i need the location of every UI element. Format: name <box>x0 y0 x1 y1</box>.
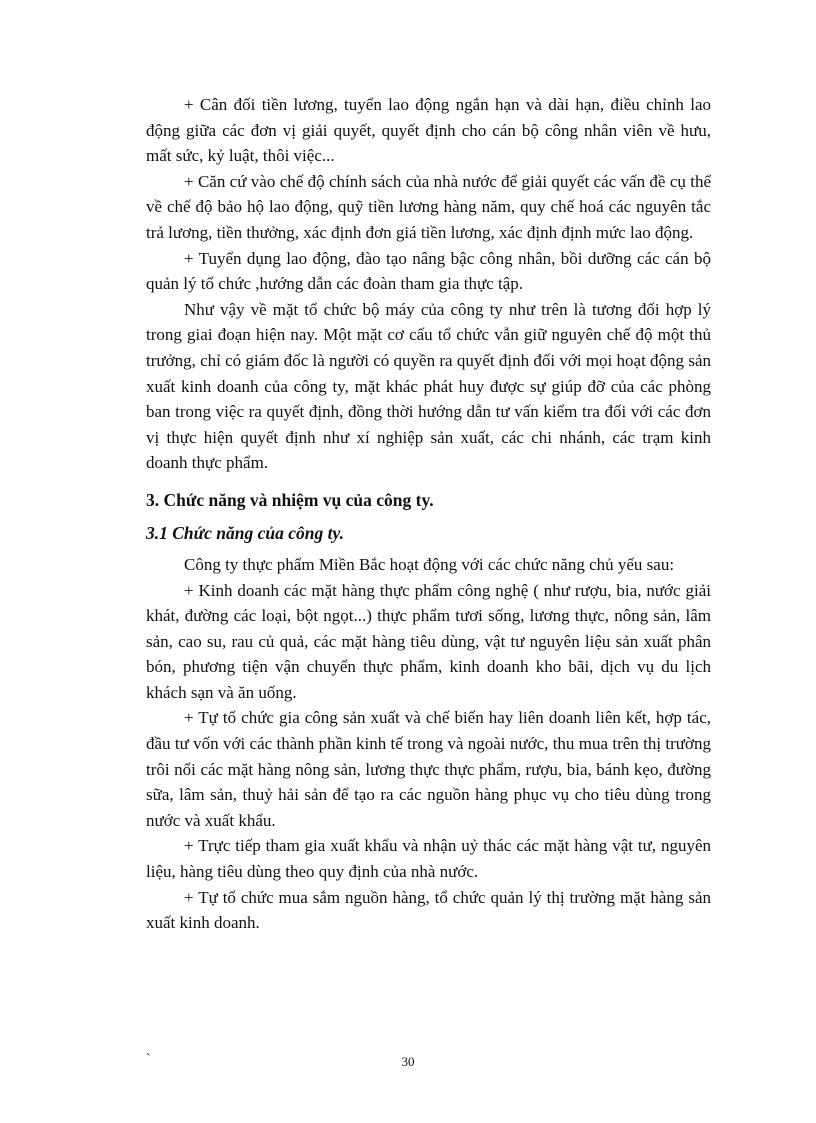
paragraph-recruitment: + Tuyển dụng lao động, đào tạo nâng bậc công nhân, bồi dưỡng các cán bộ quản lý tổ chức ,hướng dẫn các đoàn tham gia thực tập. <box>146 248 711 294</box>
paragraph-policy-basis: + Căn cứ vào chế độ chính sách của nhà nước để giải quyết các vấn đề cụ thể về chế độ bảo hộ lao động, quỹ tiền lương hàng năm, quy chế hoá các nguyên tắc trả lương, tiền thưởng, xác định đơn giá tiền lương, xác định định mức lao động. <box>146 171 711 242</box>
paragraph-organization-summary: Như vậy về mặt tổ chức bộ máy của công ty như trên là tương đối hợp lý trong giai đoạn hiện nay. Một mặt cơ cấu tổ chức vẫn giữ nguyên chế độ một thủ trưởng, chỉ có giám đốc là người có quyền ra quyết định đối với mọi hoạt động sản xuất kinh doanh của công ty, mặt khác phát huy được sự giúp đỡ của các phòng ban trong việc ra quyết định, đồng thời hướng dẫn tư vấn kiểm tra đối với các đơn vị thực hiện quyết định như xí nghiệp sản xuất, các chi nhánh, các trạm kinh doanh thực phẩm. <box>146 299 711 473</box>
paragraph-function-trading: + Kinh doanh các mặt hàng thực phẩm công nghệ ( như rượu, bia, nước giải khát, đường các loại, bột ngọt...) thực phẩm tươi sống, lương thực, nông sản, lâm sản, cao su, rau củ quả, các mặt hàng tiêu dùng, vật tư nguyên liệu sản xuất phân bón, phương tiện vận chuyển thực phẩm, kinh doanh kho bãi, dịch vụ du lịch khách sạn và ăn uống. <box>146 580 711 702</box>
paragraph-functions-intro: Công ty thực phẩm Miền Bắc hoạt động với các chức năng chủ yếu sau: <box>184 554 675 574</box>
footer-mark: ` <box>146 1052 151 1067</box>
page-body <box>146 92 711 936</box>
section-heading: 3. Chức năng và nhiệm vụ của công ty. <box>146 489 434 510</box>
paragraph-function-sourcing: + Tự tổ chức mua sắm nguồn hàng, tổ chức quản lý thị trường mặt hàng sản xuất kinh doanh. <box>146 887 711 933</box>
subsection-heading: 3.1 Chức năng của công ty. <box>146 522 344 543</box>
paragraph-function-processing: + Tự tổ chức gia công sản xuất và chế biến hay liên doanh liên kết, hợp tác, đầu tư vốn với các thành phần kinh tế trong và ngoài nước, thu mua trên thị trường trôi nổi các mặt hàng nông sản, lương thực thực phẩm, rượu, bia, bánh kẹo, đường sữa, lâm sản, thuỷ hải sản để tạo ra các nguồn hàng phục vụ cho tiêu dùng trong nước và xuất khẩu. <box>146 708 711 830</box>
page-number: 30 <box>401 1054 415 1069</box>
paragraph-function-export: + Trực tiếp tham gia xuất khẩu và nhận uỷ thác các mặt hàng vật tư, nguyên liệu, hàng tiêu dùng theo quy định của nhà nước. <box>146 836 711 882</box>
paragraph-salary-balance: + Cân đối tiền lương, tuyển lao động ngắn hạn và dài hạn, điều chỉnh lao động giữa các đơn vị giải quyết, quyết định cho cán bộ công nhân viên về hưu, mất sức, kỷ luật, thôi việc... <box>146 95 711 166</box>
